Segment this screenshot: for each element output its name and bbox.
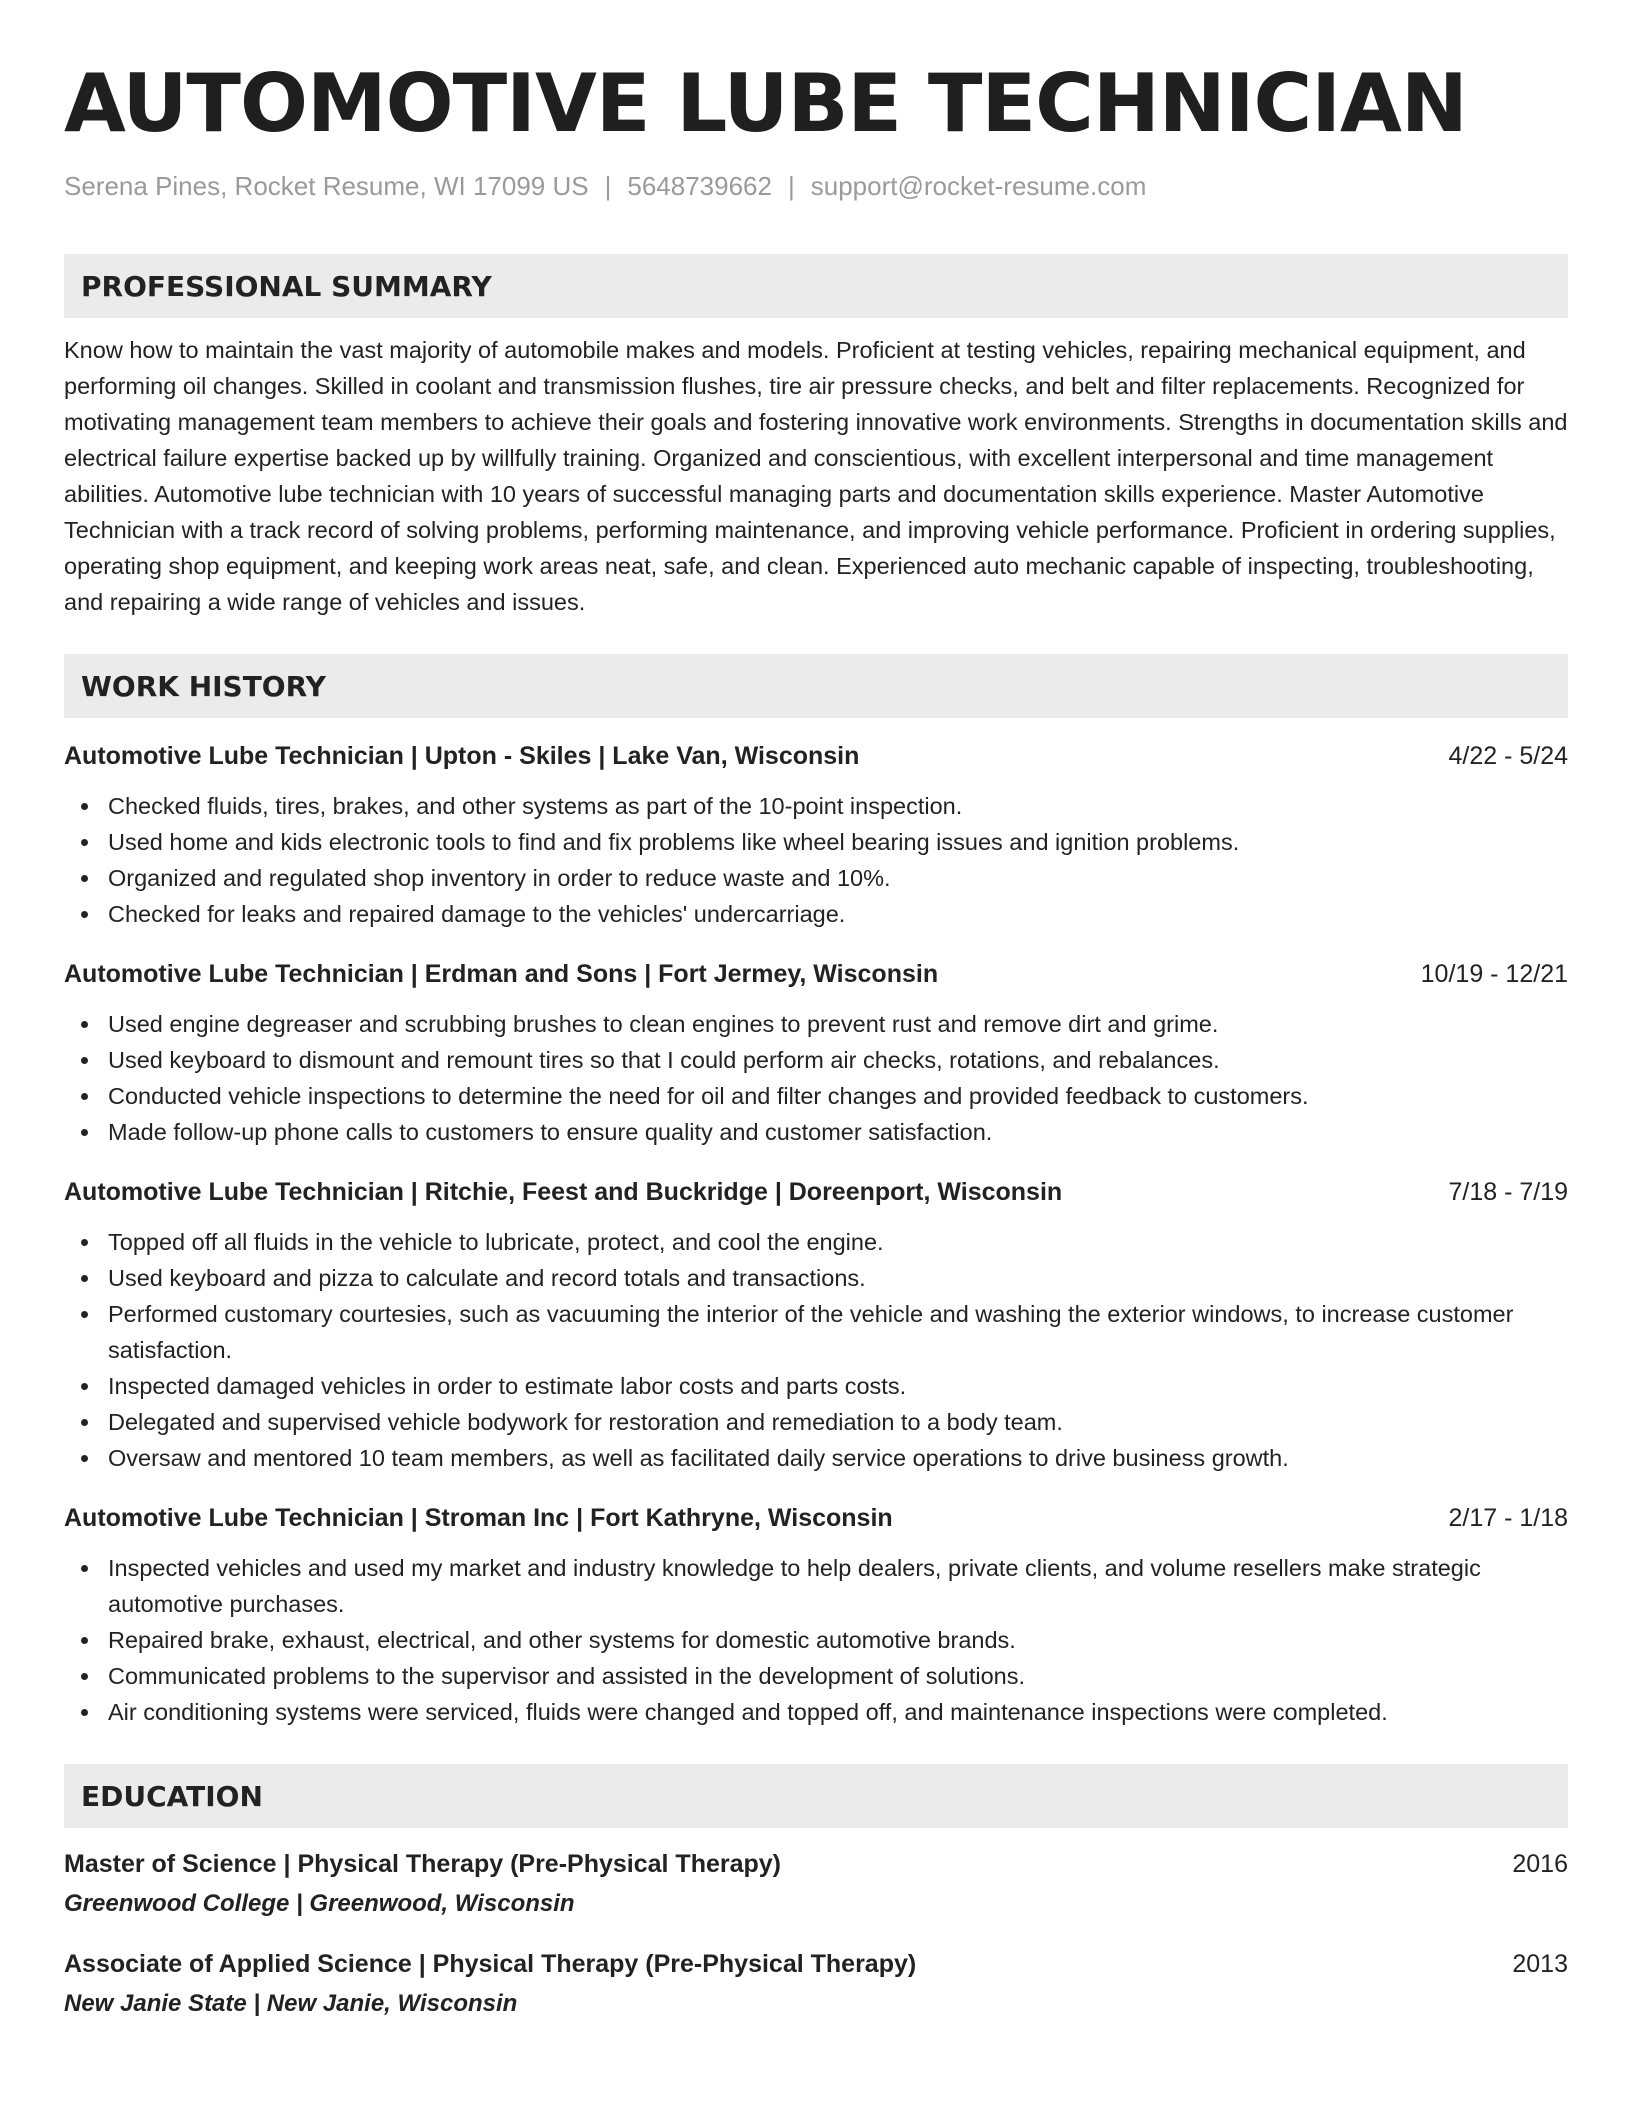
job-bullet: Made follow-up phone calls to customers to ensure quality and customer satisfaction. <box>64 1114 1568 1150</box>
job-bullet: Inspected damaged vehicles in order to estimate labor costs and parts costs. <box>64 1368 1568 1404</box>
job-bullet: Inspected vehicles and used my market and industry knowledge to help dealers, private clients, and volume resellers make strategic automotive purchases. <box>64 1550 1568 1622</box>
education-school: New Janie State | New Janie, Wisconsin <box>64 1990 518 2017</box>
contact-address: Serena Pines, Rocket Resume, WI 17099 US <box>64 171 589 201</box>
education-entry <box>64 1946 1568 2022</box>
job-title: Automotive Lube Technician | Ritchie, Feest and Buckridge | Doreenport, Wisconsin <box>64 1178 1063 1206</box>
education-school: Greenwood College | Greenwood, Wisconsin <box>64 1890 575 1917</box>
job-header <box>64 1174 1568 1210</box>
resume-page <box>64 0 1568 2022</box>
job-bullets <box>64 1550 1568 1730</box>
job-header <box>64 956 1568 992</box>
job-bullets <box>64 1224 1568 1476</box>
contact-separator: | <box>787 171 795 201</box>
job-header <box>64 1500 1568 1536</box>
job-bullet: Oversaw and mentored 10 team members, as well as facilitated daily service operations to drive business growth. <box>64 1440 1568 1476</box>
job-entry <box>64 738 1568 932</box>
contact-line <box>64 170 1568 202</box>
job-bullets <box>64 788 1568 932</box>
job-entry <box>64 1500 1568 1730</box>
contact-phone: 5648739662 <box>627 171 772 201</box>
job-bullet: Used keyboard to dismount and remount tires so that I could perform air checks, rotations, and rebalances. <box>64 1042 1568 1078</box>
job-bullet: Used home and kids electronic tools to find and fix problems like wheel bearing issues and ignition problems. <box>64 824 1568 860</box>
job-dates: 10/19 - 12/21 <box>1420 960 1568 988</box>
education-year: 2013 <box>1512 1950 1568 1978</box>
job-bullet: Checked fluids, tires, brakes, and other systems as part of the 10-point inspection. <box>64 788 1568 824</box>
education-header <box>64 1946 1568 1982</box>
job-entry <box>64 1174 1568 1476</box>
section-header-education: EDUCATION <box>64 1764 1568 1828</box>
education-header <box>64 1846 1568 1882</box>
job-bullet: Checked for leaks and repaired damage to the vehicles' undercarriage. <box>64 896 1568 932</box>
job-bullet: Used keyboard and pizza to calculate and record totals and transactions. <box>64 1260 1568 1296</box>
job-dates: 2/17 - 1/18 <box>1448 1504 1568 1532</box>
job-title: Automotive Lube Technician | Upton - Skiles | Lake Van, Wisconsin <box>64 742 860 770</box>
education-year: 2016 <box>1512 1850 1568 1878</box>
job-bullet: Delegated and supervised vehicle bodywork for restoration and remediation to a body team. <box>64 1404 1568 1440</box>
section-header-work-history: WORK HISTORY <box>64 654 1568 718</box>
job-bullet: Communicated problems to the supervisor and assisted in the development of solutions. <box>64 1658 1568 1694</box>
job-title: Automotive Lube Technician | Stroman Inc | Fort Kathryne, Wisconsin <box>64 1504 893 1532</box>
job-bullet: Organized and regulated shop inventory in order to reduce waste and 10%. <box>64 860 1568 896</box>
job-bullet: Conducted vehicle inspections to determine the need for oil and filter changes and provided feedback to customers. <box>64 1078 1568 1114</box>
job-bullet: Used engine degreaser and scrubbing brushes to clean engines to prevent rust and remove dirt and grime. <box>64 1006 1568 1042</box>
job-dates: 7/18 - 7/19 <box>1448 1178 1568 1206</box>
contact-separator: | <box>604 171 612 201</box>
education-degree: Master of Science | Physical Therapy (Pre-Physical Therapy) <box>64 1850 782 1878</box>
job-bullet: Performed customary courtesies, such as vacuuming the interior of the vehicle and washing the exterior windows, to increase customer satisfaction. <box>64 1296 1568 1368</box>
job-bullets <box>64 1006 1568 1150</box>
job-bullet: Repaired brake, exhaust, electrical, and other systems for domestic automotive brands. <box>64 1622 1568 1658</box>
section-header-summary: PROFESSIONAL SUMMARY <box>64 254 1568 318</box>
education-degree: Associate of Applied Science | Physical Therapy (Pre-Physical Therapy) <box>64 1950 917 1978</box>
resume-title: AUTOMOTIVE LUBE TECHNICIAN <box>64 57 1467 150</box>
job-bullet: Topped off all fluids in the vehicle to lubricate, protect, and cool the engine. <box>64 1224 1568 1260</box>
contact-email: support@rocket-resume.com <box>810 171 1147 201</box>
job-header <box>64 738 1568 774</box>
job-dates: 4/22 - 5/24 <box>1448 742 1568 770</box>
job-title: Automotive Lube Technician | Erdman and Sons | Fort Jermey, Wisconsin <box>64 960 939 988</box>
job-entry <box>64 956 1568 1150</box>
summary-text: Know how to maintain the vast majority of automobile makes and models. Proficient at testing vehicles, repairing mechanical equipment, and performing oil changes. Skilled in coolant and transmission flushes, tire air pressure checks, and belt and filter replacements. Recognized for motivating management team members to achieve their goals and fostering innovative work environments. Strengths in documentation skills and electrical failure expertise backed up by willfully training. Organized and conscientious, with excellent interpersonal and time management abilities. Automotive lube technician with 10 years of successful managing parts and documentation skills experience. Master Automotive Technician with a track record of solving problems, performing maintenance, and improving vehicle performance. Proficient in ordering supplies, operating shop equipment, and keeping work areas neat, safe, and clean. Experienced auto mechanic capable of inspecting, troubleshooting, and repairing a wide range of vehicles and issues. <box>64 337 1568 615</box>
education-entry <box>64 1846 1568 1922</box>
job-bullet: Air conditioning systems were serviced, fluids were changed and topped off, and maintenance inspections were completed. <box>64 1694 1568 1730</box>
